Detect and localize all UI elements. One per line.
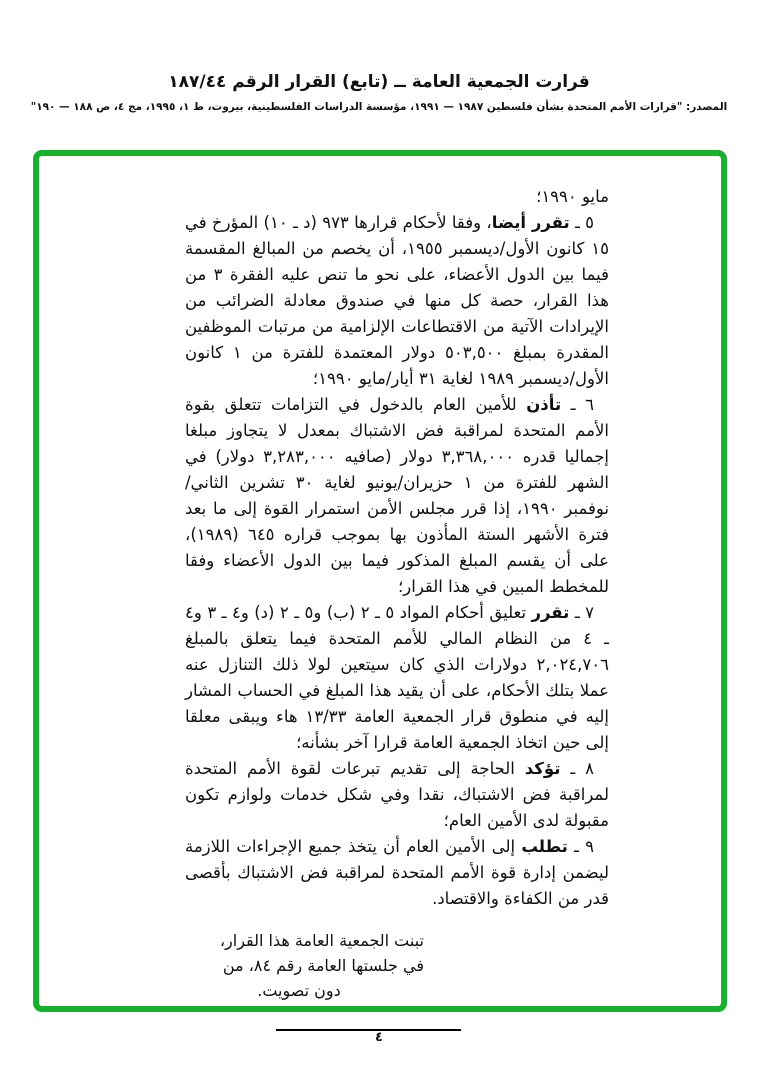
adoption-note [174, 928, 424, 1003]
resolution-text-block [185, 184, 609, 1031]
source-citation: المصدر: "قرارات الأمم المتحدة بشأن فلسطين ١٩٨٧ — ١٩٩١، مؤسسة الدراسات الفلسطينية، بيروت، ط ١، ١٩٩٥، مج ٤، ص ١٨٨ — ١٩٠" [30, 101, 728, 113]
body-paragraphs [185, 210, 609, 912]
adoption-note-line: في جلستها العامة رقم ٨٤، من [222, 956, 424, 975]
adoption-note-line: تبنت الجمعية العامة هذا القرار، [219, 931, 424, 950]
page-number: ٤ [375, 1030, 383, 1045]
resolution-paragraph: ٩ ـ تطلب إلى الأمين العام أن يتخذ جميع الإجراءات اللازمة ليضمن إدارة قوة الأمم المتحدة لمراقبة فض الاشتباك بأقصى قدر من الكفاءة والاقتصاد. [185, 837, 609, 908]
continuation-line: مايو ١٩٩٠؛ [536, 187, 609, 206]
adoption-note-line: دون تصويت. [257, 981, 341, 1000]
resolution-paragraph: ٨ ـ تؤكد الحاجة إلى تقديم تبرعات لقوة الأمم المتحدة لمراقبة فض الاشتباك، نقدا وفي شكل خدمات ولوازم تكون مقبولة لدى الأمين العام؛ [185, 759, 609, 830]
resolution-paragraph: ٦ ـ تأذن للأمين العام بالدخول في التزامات تتعلق بقوة الأمم المتحدة لمراقبة فض الاشتباك بمعدل لا يتجاوز مبلغا إجماليا قدره ٣,٣٦٨,٠٠٠ دولار (صافيه ٣,٢٨٣,٠٠٠ دولار) في الشهر للفترة من ١ حزيران/يونيو لغاية ٣٠ تشرين الثاني/نوفمبر ١٩٩٠، إذا قرر مجلس الأمن استمرار القوة إلى ما بعد فترة الأشهر الستة المأذون بها بموجب قراره ٦٤٥ (١٩٨٩)، على أن يقسم المبلغ المذكور فيما بين الدول الأعضاء وفقا للمخطط المبين في هذا القرار؛ [185, 395, 609, 596]
resolution-paragraph: ٧ ـ تقرر تعليق أحكام المواد ٥ ـ ٢ (ب) و٥ ـ ٢ (د) و٤ ـ ٣ و٤ ـ ٤ من النظام المالي للأمم المتحدة فيما يتعلق بالمبلغ ٢,٠٢٤,٧٠٦ دولارات الذي كان سيتعين لولا ذلك التنازل عنه عملا بتلك الأحكام، على أن يقيد هذا المبلغ في الحساب المشار إليه في منطوق قرار الجمعية العامة ١٣/٣٣ هاء ويبقى معلقا إلى حين اتخاذ الجمعية العامة قرارا آخر بشأنه؛ [185, 603, 610, 752]
page-title: قرارت الجمعية العامة ــ (تابع) القرار الرقم ١٨٧/٤٤ [168, 72, 590, 92]
resolution-paragraph: ٥ ـ تقرر أيضا، وفقا لأحكام قرارها ٩٧٣ (د ـ ١٠) المؤرخ في ١٥ كانون الأول/ديسمبر ١٩٥٥، أن يخصم من المبالغ المقسمة فيما بين الدول الأعضاء، على نحو ما تنص عليه الفقرة ٣ من هذا القرار، حصة كل منها في صندوق معادلة الضرائب من الإيرادات الآتية من الاقتطاعات الإلزامية من مرتبات الموظفين المقدرة بمبلغ ٥٠٣,٥٠٠ دولار المعتمدة للفترة من ١ كانون الأول/ديسمبر ١٩٨٩ لغاية ٣١ أيار/مايو ١٩٩٠؛ [185, 213, 609, 388]
